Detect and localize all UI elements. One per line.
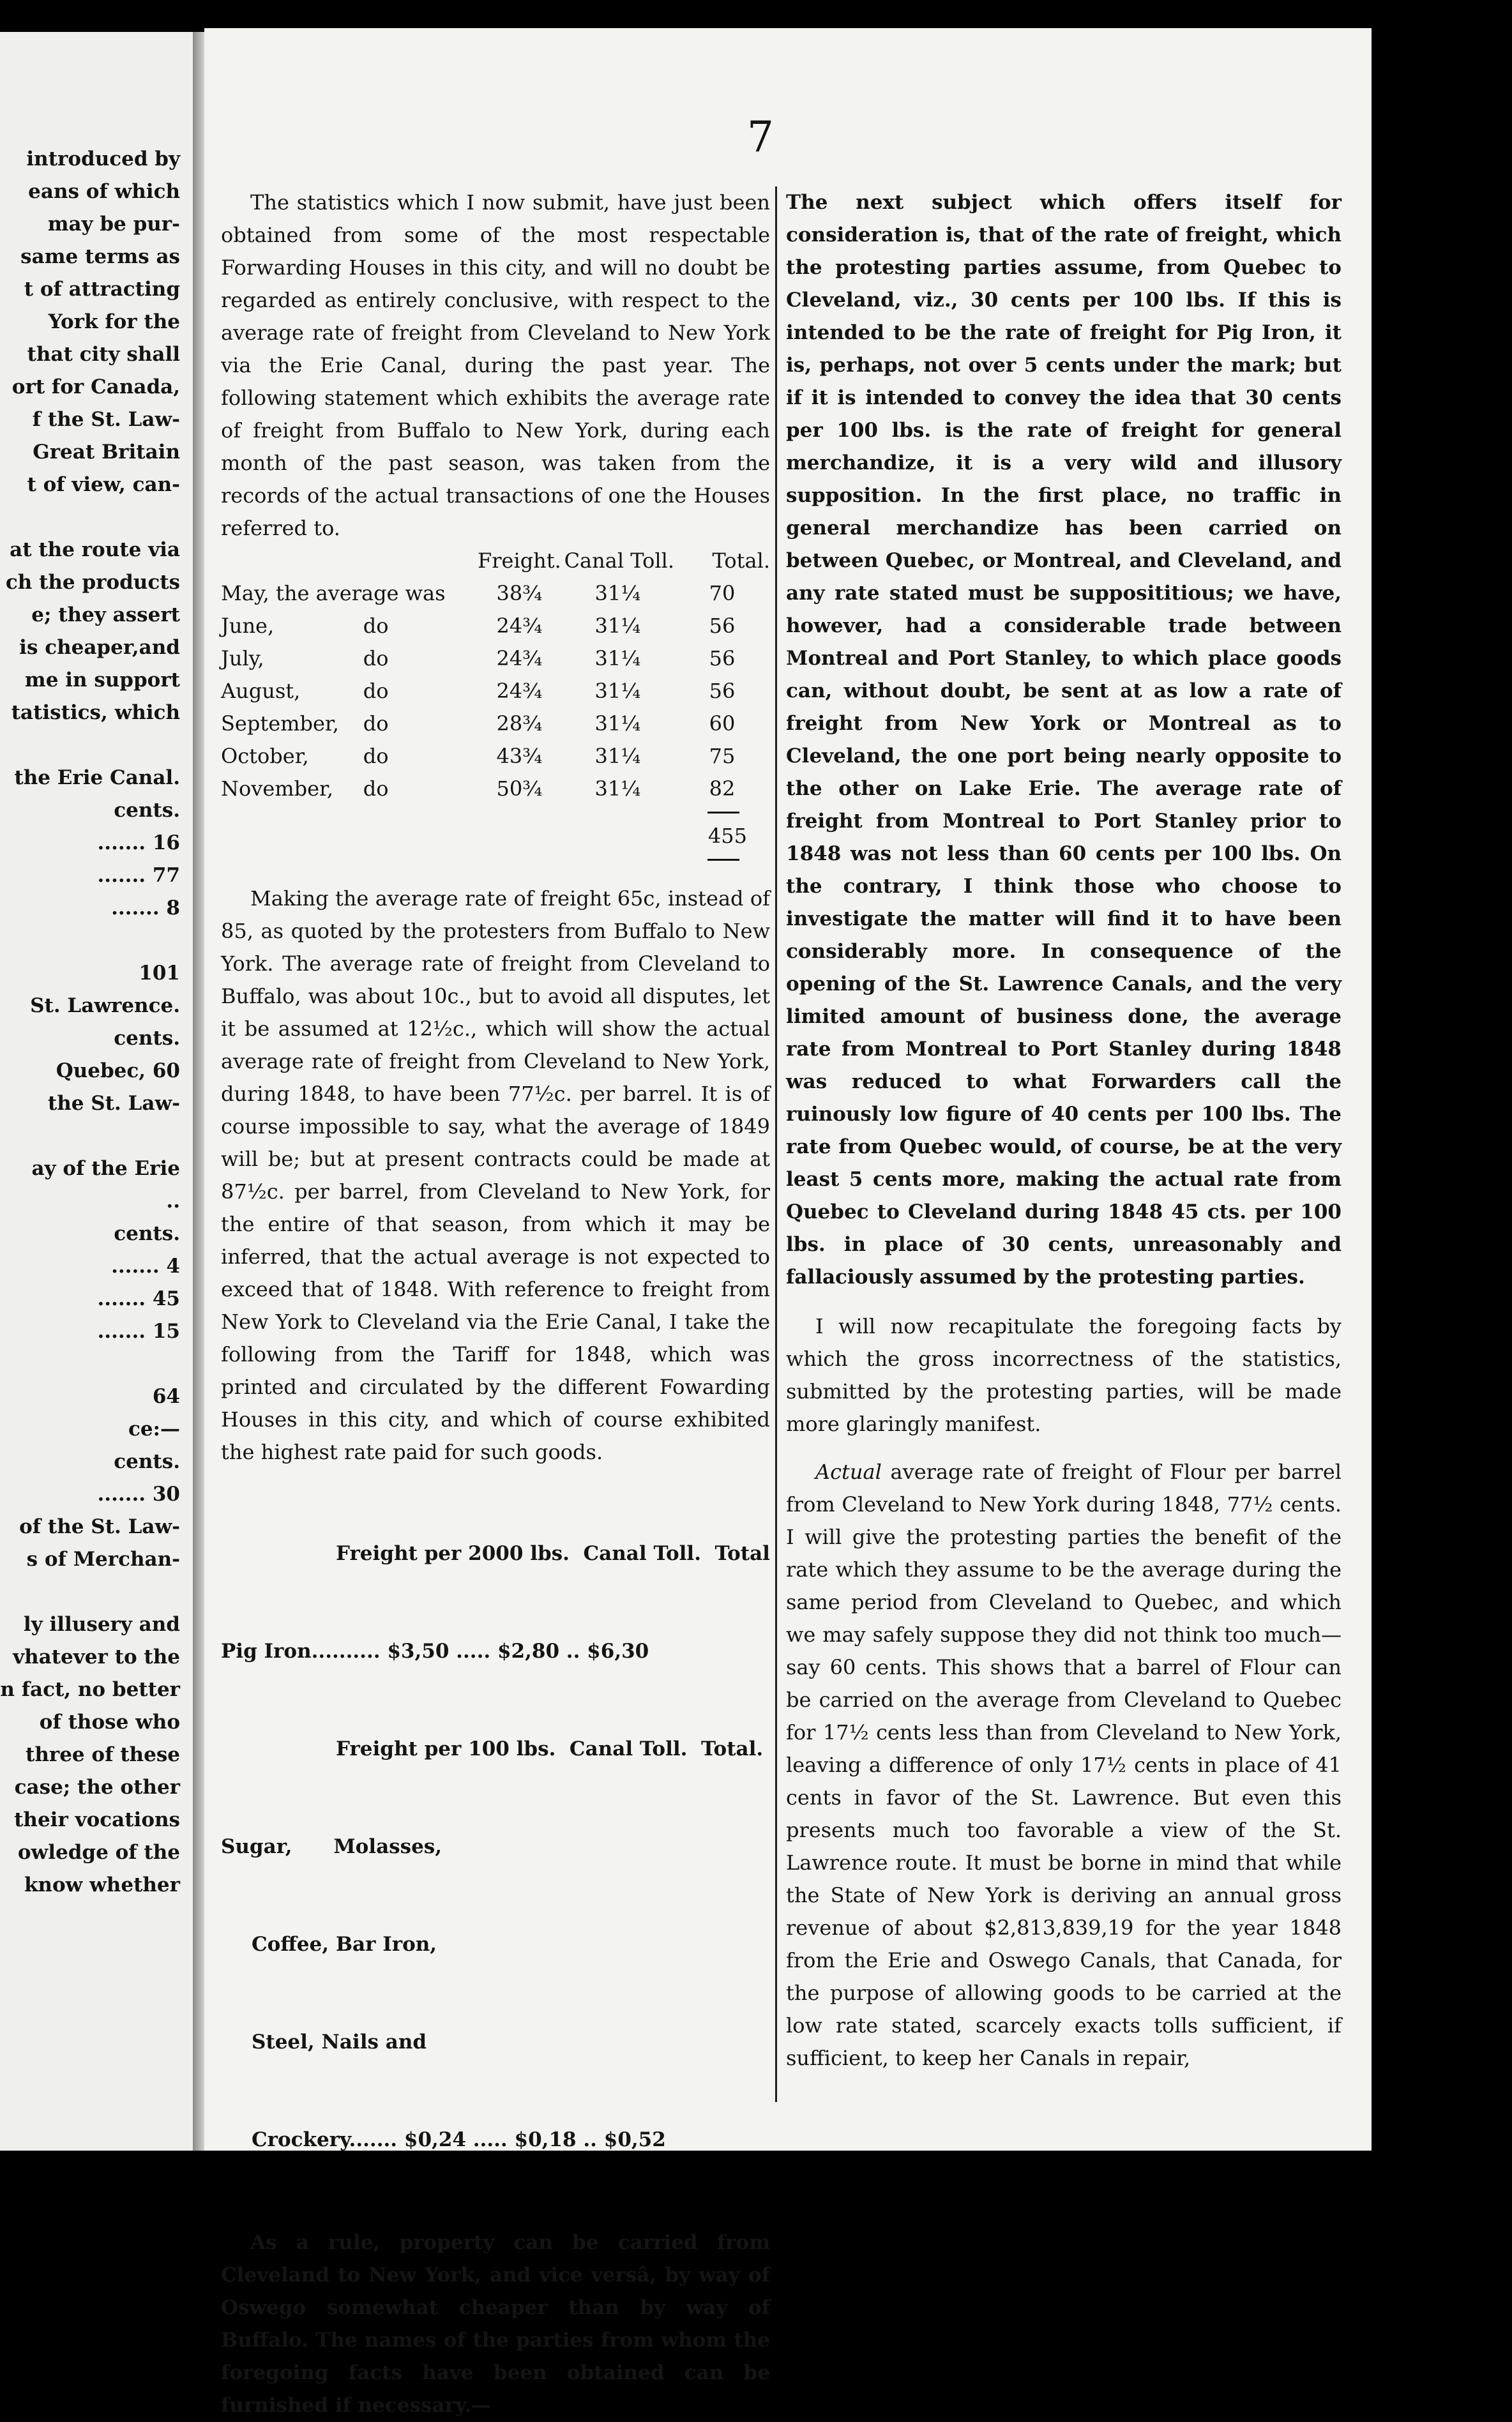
row-toll: 31¼ xyxy=(594,679,641,703)
row-total: 56 xyxy=(709,614,736,638)
tariff-header: Freight per 2000 lbs. Canal Toll. Total xyxy=(336,1542,770,1565)
left-page-line: vhatever to the xyxy=(13,1646,180,1669)
left-page-line: ce:— xyxy=(128,1418,180,1441)
left-page-line: s of Merchan- xyxy=(26,1548,180,1571)
row-do: do xyxy=(363,646,389,670)
left-page-line: 101 xyxy=(139,962,180,985)
left-page-line: the Erie Canal. xyxy=(14,766,180,789)
left-page-line: me in support xyxy=(24,669,180,692)
tariff-row: Coffee, Bar Iron, xyxy=(252,1933,437,1956)
left-page-line: that city shall xyxy=(27,343,180,366)
tariff-row: Steel, Nails and xyxy=(252,2031,427,2054)
tariff-row: Crockery....... $0,24 ..... $0,18 .. $0,52 xyxy=(252,2128,666,2151)
header-canal-toll: Canal Toll. xyxy=(564,549,674,573)
left-page-line: at the route via xyxy=(10,538,180,561)
left-page-line: their vocations xyxy=(14,1808,180,1831)
left-column xyxy=(221,186,770,2422)
left-page-line: eans of which xyxy=(28,180,180,203)
row-total: 56 xyxy=(709,679,736,703)
row-do: do xyxy=(363,711,389,736)
left-page-line: the St. Law- xyxy=(47,1092,180,1115)
left-page-line: .. xyxy=(166,1190,180,1213)
left-page-line: ch the products xyxy=(5,571,180,594)
book-gutter xyxy=(193,32,204,2151)
left-page-line: t of attracting xyxy=(24,278,180,301)
left-page-line: is cheaper,and xyxy=(19,636,180,659)
left-page-line: f the St. Law- xyxy=(32,408,180,431)
table-row xyxy=(221,577,770,610)
page-number: 7 xyxy=(747,112,774,162)
row-do: do xyxy=(363,744,389,768)
left-page-line: ay of the Erie xyxy=(31,1157,180,1180)
row-freight: 28¾ xyxy=(496,711,543,736)
left-page-line: ly illusery and xyxy=(23,1613,180,1636)
row-total: 56 xyxy=(709,646,736,670)
left-page-line: Great Britain xyxy=(33,441,180,464)
row-total: 70 xyxy=(709,581,736,605)
row-month: November, xyxy=(221,776,333,801)
table-row xyxy=(221,740,770,773)
row-toll: 31¼ xyxy=(594,646,641,670)
actual-rate-text: average rate of freight of Flour per barrel from Cleveland to New York during 1848, 77½ cents. I will give the protesting parties the benefit of the rate which they assume to be the average during the same period from Cleveland to Quebec, and which we may safely suppose they did not think too much—say 60 cents. This shows that a barrel of Flour can be carried on the average from Cleveland to Quebec for 17½ cents less than from Cleveland to New York, leaving a difference of only 17½ cents in place of 41 cents in favor of the St. Lawrence. But even this presents much too favorable a view of the St. Lawrence route. It must be borne in mind that while the State of New York is deriving an annual gross revenue of about $2,813,839,19 for the year 1848 from the Erie and Oswego Canals, that Canada, for the purpose of allowing goods to be carried at the low rate stated, scarcely exacts tolls sufficient, if sufficient, to keep her Canals in repair, xyxy=(786,1460,1342,2070)
oswego-paragraph: As a rule, property can be carried from Cleveland to New York, and vice versâ, by way of Oswego somewhat cheaper than by way of Buffalo. The names of the parties from whom the foregoing facts have been obtained can be furnished if necessary.— xyxy=(221,2231,770,2417)
row-month: May, the average was xyxy=(221,581,446,605)
sum-rule xyxy=(707,812,739,814)
row-do: do xyxy=(363,679,389,703)
row-month: June, xyxy=(221,614,275,638)
row-month: August, xyxy=(221,679,301,703)
left-page-line: ....... 77 xyxy=(97,864,180,887)
left-page-line: n fact, no better xyxy=(0,1678,180,1701)
left-page-line: of the St. Law- xyxy=(19,1515,180,1538)
row-total: 60 xyxy=(709,711,736,736)
left-page-fragment xyxy=(0,32,193,2151)
row-toll: 31¼ xyxy=(594,744,641,768)
left-page-line: ....... 8 xyxy=(111,897,180,920)
actual-rate-paragraph xyxy=(786,1456,1342,2075)
left-page-line: may be pur- xyxy=(47,213,180,236)
left-page-line: 64 xyxy=(152,1385,180,1408)
freight-table xyxy=(221,545,770,805)
table-row xyxy=(221,610,770,642)
left-page-line: ....... 15 xyxy=(97,1320,180,1343)
row-toll: 31¼ xyxy=(594,581,641,605)
left-page-line: Quebec, 60 xyxy=(56,1059,180,1082)
tariff-header: Freight per 100 lbs. Canal Toll. Total. xyxy=(336,1737,764,1760)
sum-rule xyxy=(707,859,739,861)
row-toll: 31¼ xyxy=(594,711,641,736)
left-page-line: of those who xyxy=(39,1711,180,1734)
freight-paragraph: Making the average rate of freight 65c, instead of 85, as quoted by the protesters from Buffalo to New York. The average rate of freight from Cleveland to Buffalo, was about 10c., but to avoid all disputes, let it be assumed at 12½c., which will show the actual average rate of freight from Cleveland to New York, during 1848, to have been 77½c. per barrel. It is of course impossible to say, what the average of 1849 will be; but at present contracts could be made at 87½c. per barrel, from Cleveland to New York, for the entire of that season, from which it may be inferred, that the actual average is not expected to exceed that of 1848. With reference to freight from New York to Cleveland via the Erie Canal, I take the following from the Tariff for 1848, which was printed and circulated by the different Fowarding Houses in this city, and which of course exhibited the highest rate paid for such goods. xyxy=(221,886,770,1464)
left-page-line: cents. xyxy=(114,1027,180,1050)
left-page-line: know whether xyxy=(24,1873,180,1896)
tariff-table xyxy=(221,1472,770,2221)
tariff-row: Sugar, Molasses, xyxy=(221,1835,442,1858)
row-do: do xyxy=(363,776,389,801)
left-page-line: case; the other xyxy=(14,1776,180,1799)
row-month: July, xyxy=(221,646,264,670)
row-month: September, xyxy=(221,711,339,736)
row-freight: 24¾ xyxy=(496,646,543,670)
row-freight: 24¾ xyxy=(496,614,543,638)
left-page-line: t of view, can- xyxy=(27,473,180,496)
row-total: 75 xyxy=(709,744,736,768)
table-row xyxy=(221,642,770,675)
header-freight: Freight. xyxy=(478,549,561,573)
table-row xyxy=(221,708,770,740)
row-total: 82 xyxy=(709,776,736,801)
left-page-line: same terms as xyxy=(20,245,180,268)
freight-table-header xyxy=(221,545,770,577)
row-month: October, xyxy=(221,744,309,768)
left-page-line: cents. xyxy=(114,1450,180,1473)
left-page-line: St. Lawrence. xyxy=(30,994,180,1017)
tariff-row: Pig Iron.......... $3,50 ..... $2,80 .. $6,30 xyxy=(221,1640,649,1663)
left-page-line: ....... 4 xyxy=(111,1255,180,1278)
right-column xyxy=(775,186,1342,2102)
left-page-line: ....... 16 xyxy=(97,831,180,854)
quebec-rate-paragraph: The next subject which offers itself for consideration is, that of the rate of freight, which the protesting parties assume, from Quebec to Cleveland, viz., 30 cents per 100 lbs. If this is intended to be the rate of freight for Pig Iron, it is, perhaps, not over 5 cents under the mark; but if it is intended to convey the idea that 30 cents per 100 lbs. is the rate of freight for general merchandize, it is a very wild and illusory supposition. In the first place, no traffic in general merchandize has been carried on between Quebec, or Montreal, and Cleveland, and any rate stated must be supposititious; we have, however, had a considerable trade between Montreal and Port Stanley, to which place goods can, without doubt, be sent at as low a rate of freight from New York or Montreal as to Cleveland, the one port being nearly opposite to the other on Lake Erie. The average rate of freight from Montreal to Port Stanley prior to 1848 was not less than 60 cents per 100 lbs. On the contrary, I think those who choose to investigate the matter will find it to have been considerably more. In consequence of the opening of the St. Lawrence Canals, and the very limited amount of business done, the average rate from Montreal to Port Stanley during 1848 was reduced to what Forwarders call the ruinously low figure of 40 cents per 100 lbs. The rate from Quebec would, of course, be at the very least 5 cents more, making the actual rate from Quebec to Cleveland during 1848 45 cts. per 100 lbs. in place of 30 cents, unreasonably and fallaciously assumed by the protesting parties. xyxy=(786,191,1342,1289)
left-page-line: cents. xyxy=(114,799,180,822)
actual-emphasis: Actual xyxy=(815,1460,882,1484)
left-page-line: e; they assert xyxy=(31,603,180,626)
table-sum: 455 xyxy=(707,824,747,848)
row-toll: 31¼ xyxy=(594,614,641,638)
row-do: do xyxy=(363,614,389,638)
left-page-line: York for the xyxy=(48,310,180,333)
row-freight: 24¾ xyxy=(496,679,543,703)
header-total: Total. xyxy=(712,549,770,573)
intro-paragraph: The statistics which I now submit, have just been obtained from some of the most respectable Forwarding Houses in this city, and will no doubt be regarded as entirely conclusive, with respect to the average rate of freight from Cleveland to New York via the Erie Canal, during the past year. The following statement which exhibits the average rate of freight from Buffalo to New York, during each month of the past season, was taken from the records of the actual transactions of one the Houses referred to. xyxy=(221,190,770,540)
left-page-line: ....... 45 xyxy=(97,1287,180,1310)
left-page-line: cents. xyxy=(114,1222,180,1245)
recapitulation-paragraph: I will now recapitulate the foregoing facts by which the gross incorrectness of the statistics, submitted by the protesting parties, will be made more glaringly manifest. xyxy=(786,1314,1342,1436)
left-page-line: ....... 30 xyxy=(97,1483,180,1506)
left-page-line: ort for Canada, xyxy=(11,375,180,398)
row-toll: 31¼ xyxy=(594,776,641,801)
left-page-line: tatistics, which xyxy=(11,701,180,724)
row-freight: 43¾ xyxy=(496,744,543,768)
row-freight: 50¾ xyxy=(496,776,543,801)
left-page-line: owledge of the xyxy=(17,1841,180,1864)
row-freight: 38¾ xyxy=(496,581,543,605)
left-page-line: three of these xyxy=(26,1743,180,1766)
table-row xyxy=(221,773,770,805)
table-row xyxy=(221,675,770,708)
left-page-line: introduced by xyxy=(26,148,180,170)
